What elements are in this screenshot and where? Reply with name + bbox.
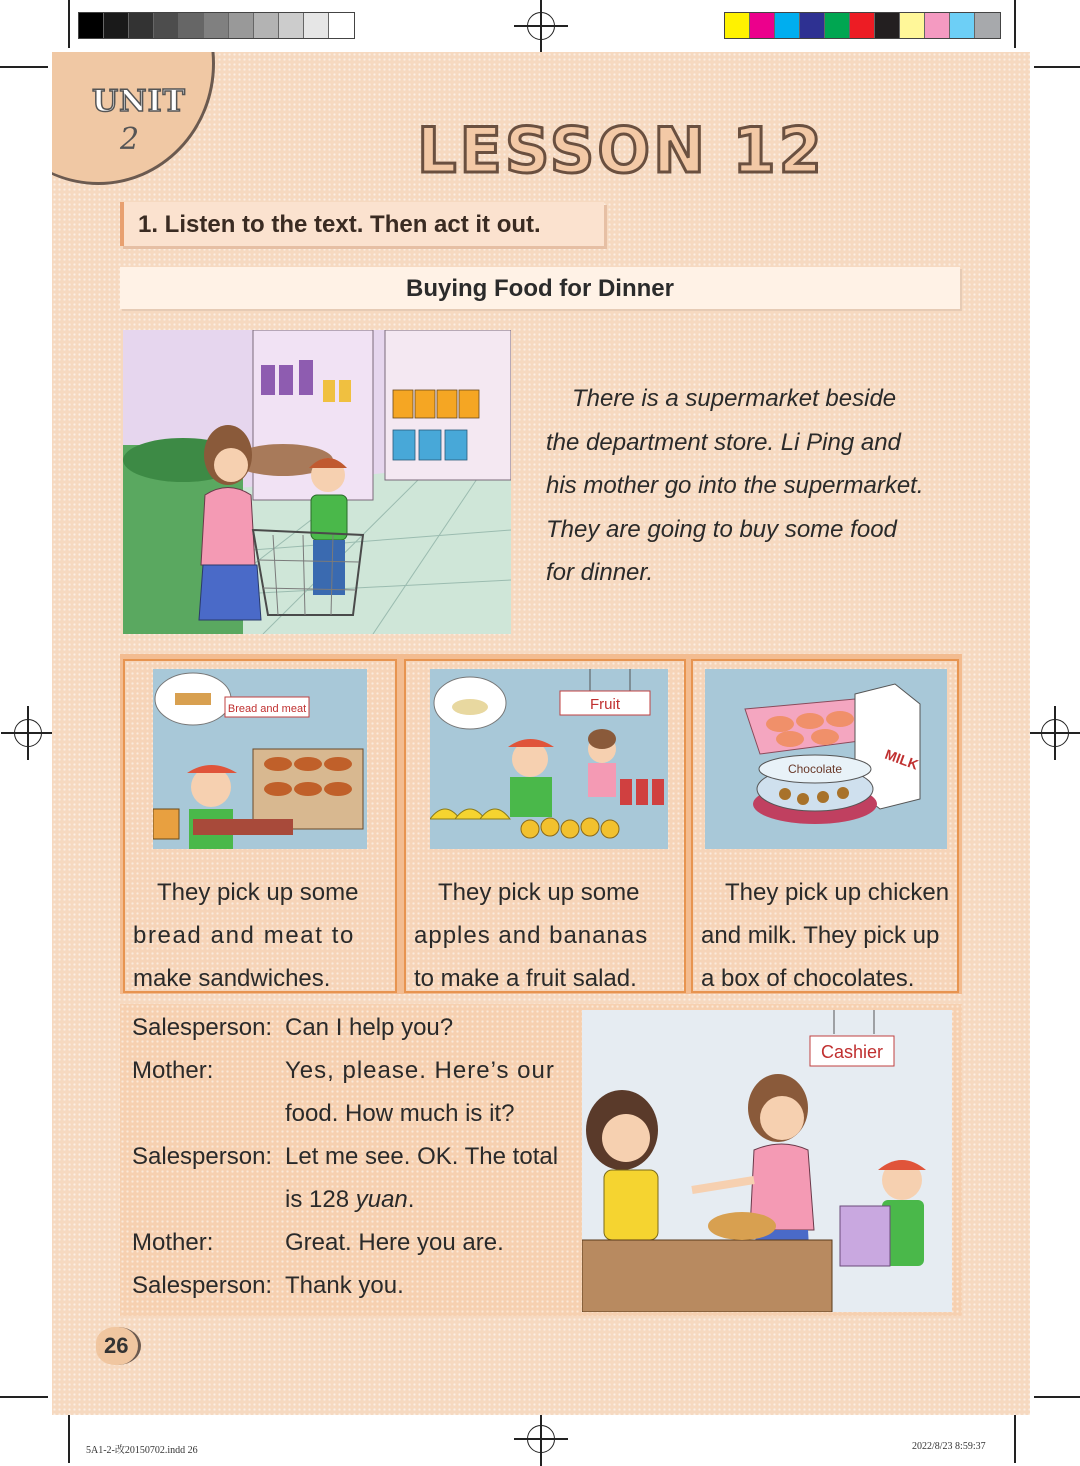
story-title: Buying Food for Dinner — [406, 275, 674, 302]
lesson-title: LESSON 12 — [417, 114, 825, 187]
intro-line: the department store. Li Ping and — [546, 428, 901, 456]
panel-caption — [133, 871, 389, 1000]
cmyk-color-bar — [724, 12, 1001, 39]
crop-mark — [1014, 0, 1016, 48]
dialogue-section — [120, 1004, 962, 1316]
sign-cashier: Cashier — [820, 1042, 884, 1062]
dialogue-line: Great. Here you are. — [285, 1229, 504, 1256]
panel-fruit — [404, 659, 686, 993]
caption-line: make sandwiches. — [133, 965, 331, 992]
caption-line: They pick up some — [438, 879, 640, 906]
crop-mark — [1014, 1414, 1016, 1463]
registration-mark-top — [527, 12, 555, 40]
intro-line: his mother go into the supermarket. — [546, 472, 924, 499]
bread-counter-illustration — [153, 669, 367, 849]
caption-line: apples and bananas — [414, 922, 649, 949]
instruction-text: 1. Listen to the text. Then act it out. — [138, 211, 541, 238]
speaker: Salesperson: — [132, 1272, 273, 1299]
story-intro — [546, 377, 946, 595]
story-panels — [120, 654, 962, 994]
cashier-illustration — [582, 1010, 952, 1312]
speaker: Mother: — [132, 1229, 214, 1256]
registration-mark-bottom — [527, 1425, 555, 1453]
dialogue-line: Can I help you? — [285, 1014, 454, 1041]
dialogue-line: Thank you. — [285, 1272, 404, 1299]
fruit-stand-illustration — [430, 669, 668, 849]
sign-chocolate: Chocolate — [787, 762, 843, 776]
caption-line: They pick up chicken — [725, 879, 950, 906]
page-number: 26 — [96, 1327, 141, 1365]
unit-label: UNIT — [92, 84, 186, 119]
speaker: Salesperson: — [132, 1014, 273, 1041]
print-footer-right: 2022/8/23 8:59:37 — [912, 1441, 986, 1452]
crop-mark — [0, 1396, 48, 1398]
story-title-bar — [120, 267, 960, 309]
crop-mark — [0, 66, 48, 68]
supermarket-illustration — [123, 330, 511, 634]
textbook-page — [52, 52, 1030, 1415]
instruction-bar — [120, 202, 604, 246]
caption-line: bread and meat to — [133, 922, 356, 949]
caption-line: and milk. They pick up — [701, 922, 940, 949]
panel-caption — [414, 871, 678, 1000]
panel-chicken-milk-chocolates — [691, 659, 959, 993]
speaker: Mother: — [132, 1057, 214, 1084]
chicken-milk-chocolate-illustration — [705, 669, 947, 849]
registration-mark-left — [14, 719, 42, 747]
crop-mark — [68, 0, 70, 48]
speaker: Salesperson: — [132, 1143, 273, 1170]
print-footer-left: 5A1-2-改20150702.indd 26 — [86, 1445, 198, 1456]
sign-fruit: Fruit — [590, 696, 620, 713]
sign-milk: MILK — [882, 745, 921, 773]
unit-number: 2 — [120, 122, 140, 157]
intro-line: There is a supermarket beside — [572, 385, 897, 412]
panel-caption — [701, 871, 951, 1000]
crop-mark — [1034, 66, 1080, 68]
registration-mark-right — [1041, 719, 1069, 747]
dialogue-line: food. How much is it? — [285, 1100, 515, 1127]
dialogue-line: is 128 yuan. — [285, 1186, 415, 1213]
caption-line: to make a fruit salad. — [414, 965, 637, 992]
dialogue-line: Let me see. OK. The total — [285, 1143, 559, 1170]
caption-line: a box of chocolates. — [701, 965, 915, 992]
caption-line: They pick up some — [157, 879, 359, 906]
dialogue-line: Yes, please. Here’s our — [285, 1057, 555, 1084]
sign-bread-and-meat: Bread and meat — [227, 703, 307, 715]
panel-bread-and-meat — [123, 659, 397, 993]
crop-mark — [68, 1414, 70, 1463]
grayscale-color-bar — [78, 12, 355, 39]
intro-line: for dinner. — [546, 559, 654, 586]
crop-mark — [1034, 1396, 1080, 1398]
intro-line: They are going to buy some food — [546, 515, 897, 543]
